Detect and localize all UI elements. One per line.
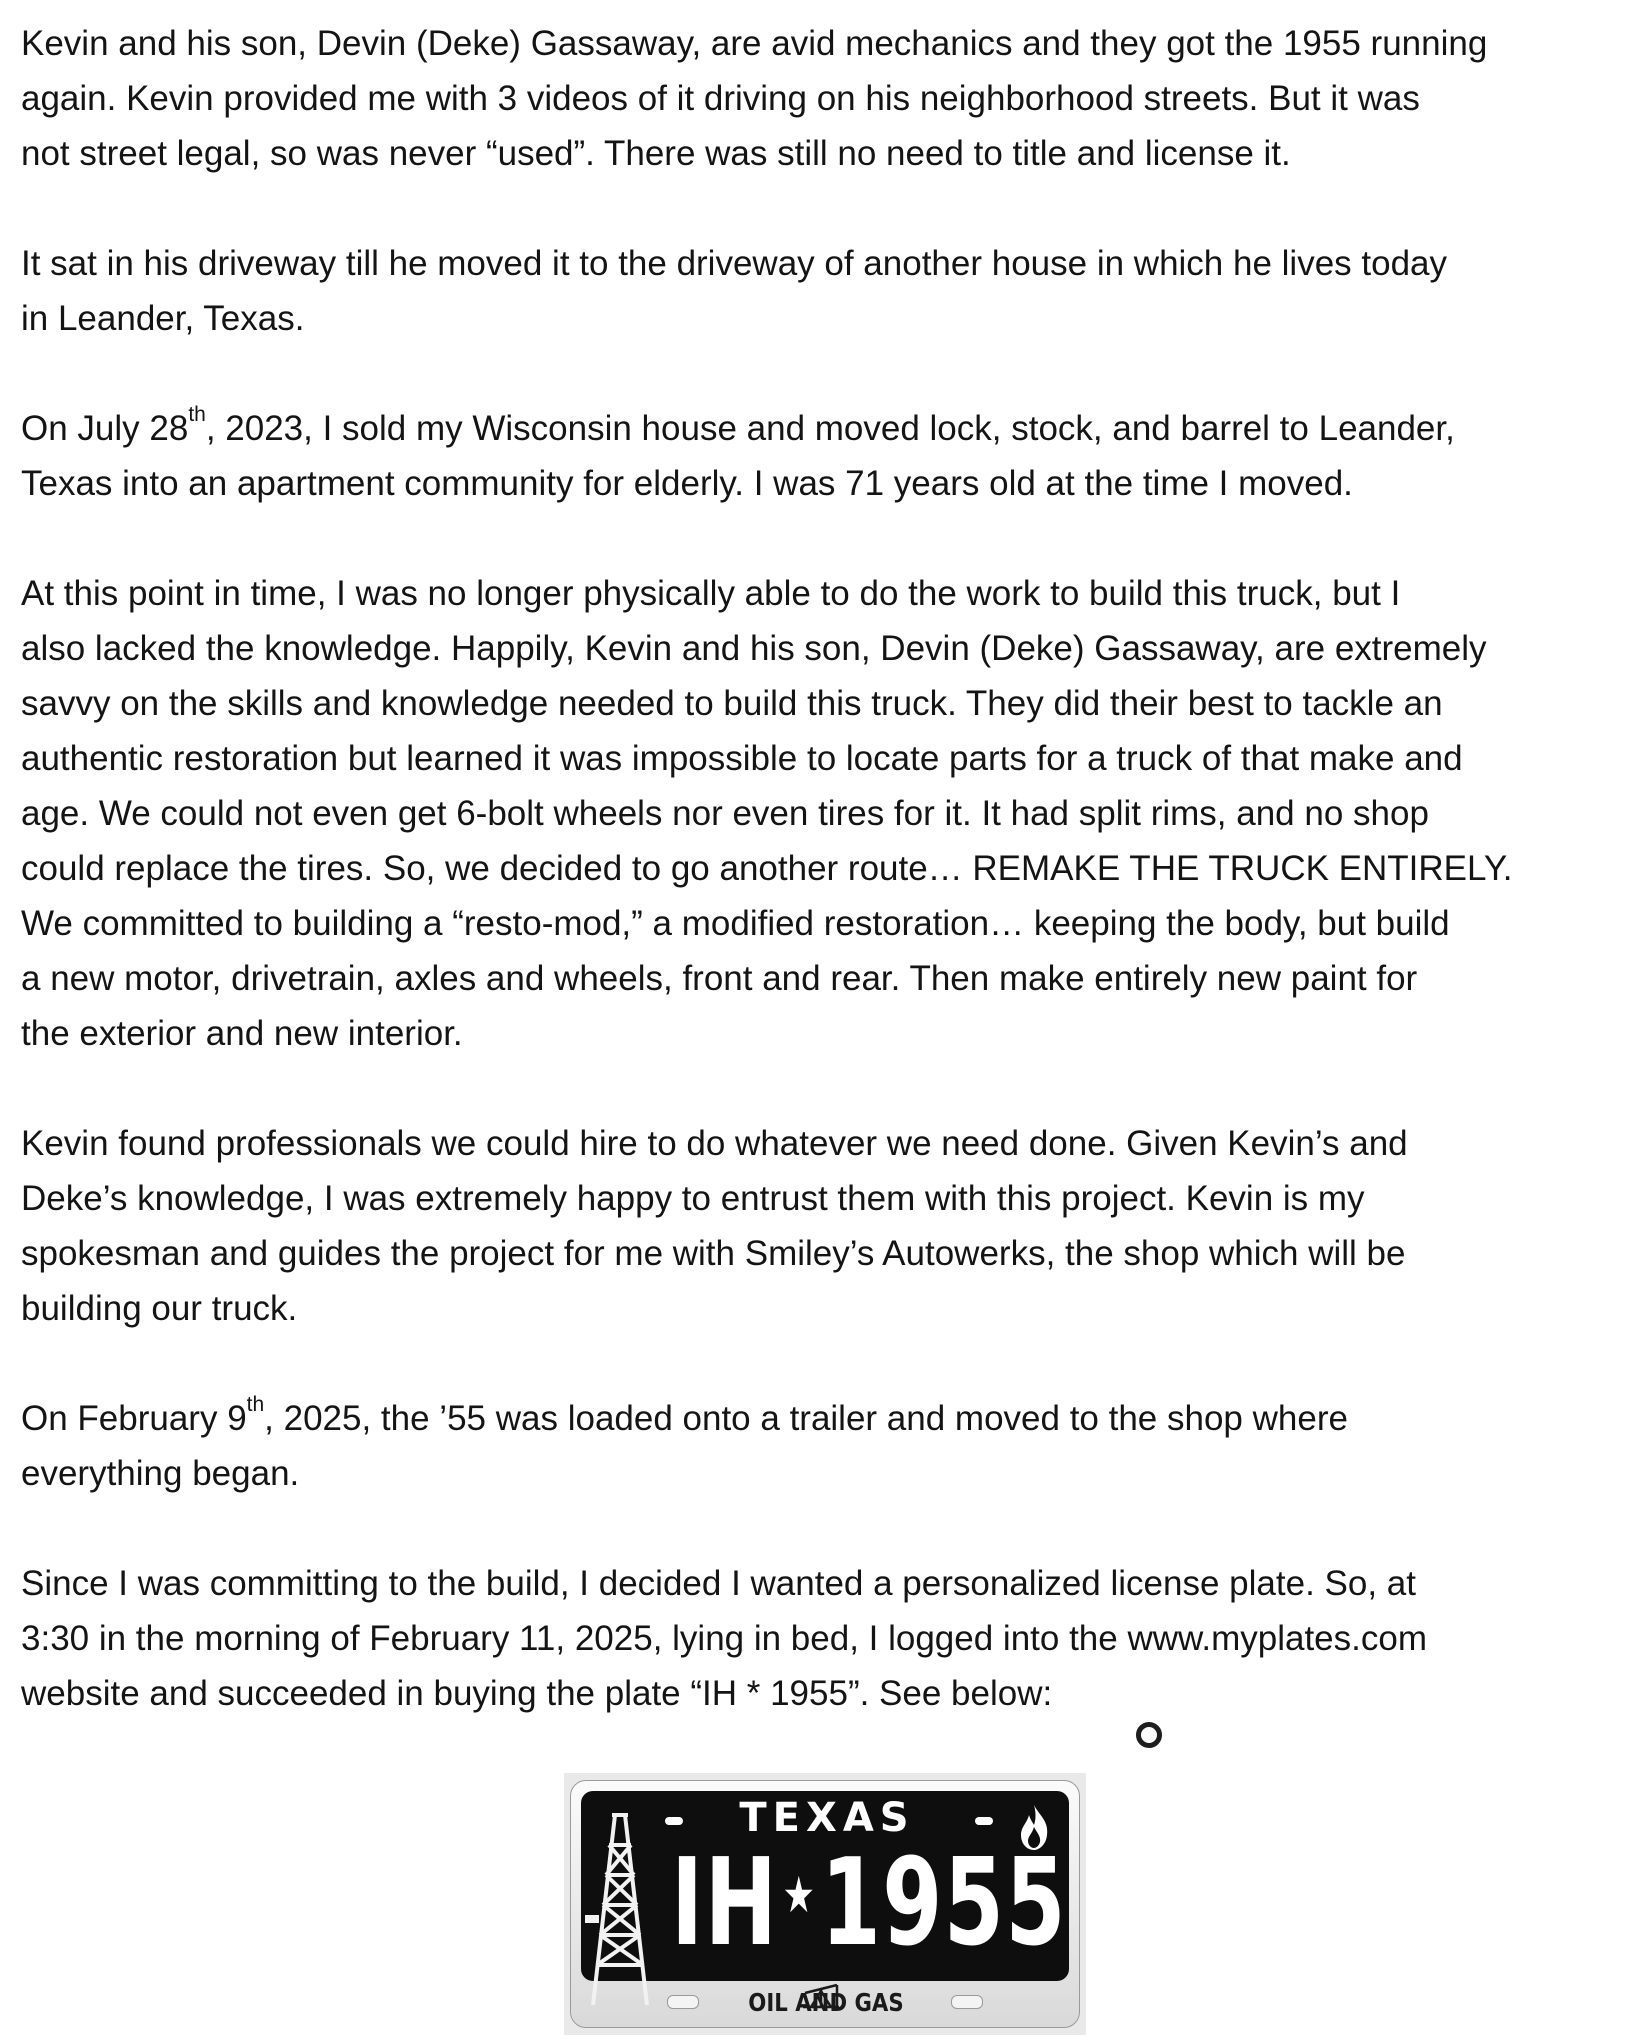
text-line: the exterior and new interior. <box>21 1014 463 1053</box>
text-line: savvy on the skills and knowledge needed to build this truck. They did their best to tackle an <box>21 684 1443 723</box>
ordinal-suffix: th <box>246 1393 265 1417</box>
text-line: At this point in time, I was no longer physically able to do the work to build this truck, but I <box>21 574 1401 613</box>
text-line: We committed to building a “resto-mod,” a modified restoration… keeping the body, but build <box>21 904 1450 943</box>
plate-slogan: OIL AND GAS <box>748 1988 904 2017</box>
plate-number <box>671 1834 1067 1976</box>
texas-star-icon: ★ <box>782 1866 817 1925</box>
license-plate <box>570 1780 1080 2028</box>
text-line: Kevin and his son, Devin (Deke) Gassaway, are avid mechanics and they got the 1955 running <box>21 24 1488 63</box>
text-line: website and succeeded in buying the plate “IH * 1955”. See below: <box>21 1674 1053 1713</box>
plate-state: TEXAS <box>739 1795 915 1841</box>
document-body <box>21 16 1631 1776</box>
text-line: in Leander, Texas. <box>21 299 305 338</box>
text-line: Since I was committing to the build, I decided I wanted a personalized license plate. So, at <box>21 1564 1416 1603</box>
plate-dash <box>975 1817 993 1825</box>
plate-bolt-slot <box>951 1995 983 2009</box>
text-line: age. We could not even get 6-bolt wheels nor even tires for it. It had split rims, and no shop <box>21 794 1429 833</box>
paragraph-6 <box>21 1391 1631 1501</box>
text-line: building our truck. <box>21 1289 298 1328</box>
text-line: could replace the tires. So, we decided to go another route… REMAKE THE TRUCK ENTIRELY. <box>21 849 1513 888</box>
text-run: On July 28 <box>21 409 189 448</box>
text-line <box>21 401 1631 456</box>
text-line: Kevin found professionals we could hire to do whatever we need done. Given Kevin’s and <box>21 1124 1408 1163</box>
paragraph-7 <box>21 1556 1631 1721</box>
text-line: It sat in his driveway till he moved it to the driveway of another house in which he lives today <box>21 244 1448 283</box>
text-line: 3:30 in the morning of February 11, 2025, lying in bed, I logged into the www.myplates.com <box>21 1619 1427 1658</box>
text-run: , 2023, I sold my Wisconsin house and moved lock, stock, and barrel to Leander, <box>205 409 1455 448</box>
text-line <box>21 1391 1631 1446</box>
cursor-ring-icon <box>1136 1722 1162 1748</box>
text-line: not street legal, so was never “used”. There was still no need to title and license it. <box>21 134 1291 173</box>
text-line: spokesman and guides the project for me with Smiley’s Autowerks, the shop which will be <box>21 1234 1406 1273</box>
text-run: On February 9 <box>21 1399 247 1438</box>
paragraph-5 <box>21 1116 1631 1336</box>
paragraph-1 <box>21 16 1631 181</box>
plate-number-right: 1955 <box>820 1834 1067 1973</box>
plate-number-left: IH <box>671 1834 779 1973</box>
ordinal-suffix: th <box>188 403 206 427</box>
text-run: , 2025, the ’55 was loaded onto a trailer and moved to the shop where <box>264 1399 1348 1438</box>
paragraph-3 <box>21 401 1631 511</box>
text-line: again. Kevin provided me with 3 videos of it driving on his neighborhood streets. But it was <box>21 79 1420 118</box>
license-plate-image <box>564 1773 1086 2035</box>
text-line: authentic restoration but learned it was impossible to locate parts for a truck of that make and <box>21 739 1463 778</box>
pumpjack-icon <box>799 1981 843 2009</box>
text-line: also lacked the knowledge. Happily, Kevin and his son, Devin (Deke) Gassaway, are extremely <box>21 629 1487 668</box>
text-line: Texas into an apartment community for elderly. I was 71 years old at the time I moved. <box>21 464 1353 503</box>
text-line: Deke’s knowledge, I was extremely happy to entrust them with this project. Kevin is my <box>21 1179 1365 1218</box>
text-line: a new motor, drivetrain, axles and wheels, front and rear. Then make entirely new paint for <box>21 959 1418 998</box>
text-line: everything began. <box>21 1454 300 1493</box>
oil-derrick-icon <box>585 1805 655 2005</box>
paragraph-4 <box>21 566 1631 1061</box>
paragraph-2 <box>21 236 1631 346</box>
